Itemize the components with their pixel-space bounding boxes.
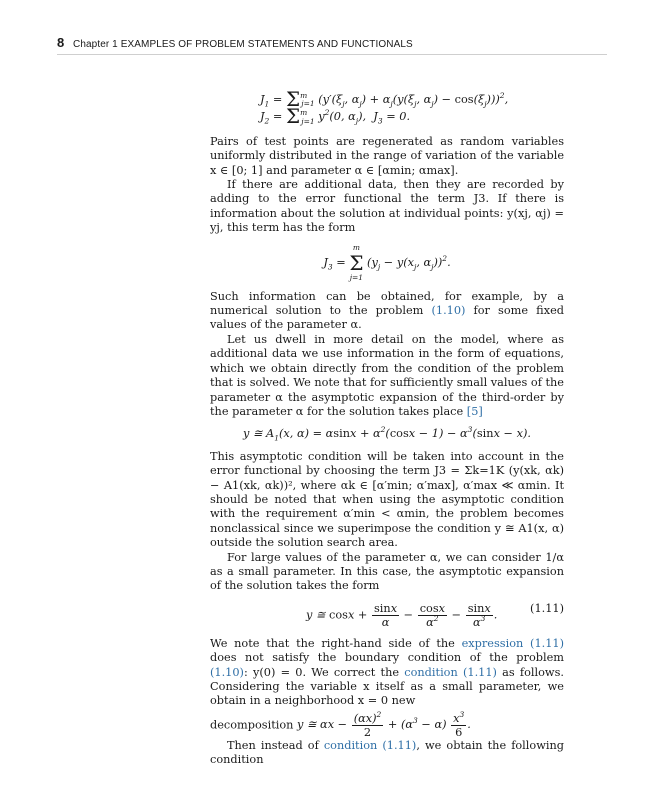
paragraph-large-alpha: For large values of the parameter α, we can consider 1/α as a small parameter. In this case, the asymptotic expansion of the solution takes the form — [210, 550, 564, 593]
equation-j3-sum: $J_3$ = m Σ j=1 ($y_j - y(x_j$, $\alpha_j))^2$. — [323, 242, 451, 282]
running-head-title: Chapter 1 EXAMPLES OF PROBLEM STATEMENTS AND FUNCTIONALS — [73, 39, 413, 50]
citation-5[interactable]: [5] — [466, 404, 483, 418]
reference-condition-1-11[interactable]: condition (1.11) — [404, 665, 497, 679]
paragraph-asymptotic-condition: This asymptotic condition will be taken into account in the error functional by choosing the term J3 = Σk=1K (y(xk, αk) − A1(xk, αk))², where αk ∈ [α′min; α′max], α′max ≪ αmin. It should be noted that when using the asymptotic condition with the requirement α′min < αmin, the problem becomes nonclassical since we superimpose the condition y ≅ A1(x, α) outside the solution search area. — [210, 449, 564, 550]
reference-condition-1-11-b[interactable]: condition (1.11) — [323, 738, 417, 752]
equation-number-1-11: (1.11) — [530, 601, 564, 615]
reference-expression-1-11[interactable]: expression (1.11) — [461, 636, 565, 650]
paragraph-boundary-condition: We note that the right-hand side of the expression (1.11) does not satisfy the boundary condition of the problem (1.10): y(0) = 0. We correct the condition (1.11) as follows. Considering the variable x itself as a small parameter, we obtain in a neighborhood x = 0 new — [210, 636, 565, 708]
equation-1-11: y ≅ cosx + $\frac{\sin x}{\alpha}$ − $\frac{\cos x}{\alpha^2}$ − $\frac{\sin x}{\alpha^3}$ . (1.11) — [306, 601, 564, 629]
paragraph-numerical-solution: Such information can be obtained, for example, by a numerical solution to the problem (1.10) for some fixed values of the parameter α. — [210, 289, 564, 332]
reference-1-10-b[interactable]: (1.10) — [210, 665, 244, 679]
text-column — [210, 87, 565, 768]
page-number: 8 — [57, 35, 65, 50]
paragraph-decomposition: decomposition y ≅ αx − $\frac{(\alpha x)^2}{2}$ + $(\alpha^3 - \alpha)$ $\frac{x^3}{6}$ . — [210, 710, 471, 739]
paragraph-model: Let us dwell in more detail on the model, where as additional data we use information in the form of equations, which we obtain directly from the condition of the problem that is solved. We note that for sufficiently small values of the parameter α the asymptotic expansion of the third-order by the parameter α for the solution takes place [5] — [210, 332, 564, 418]
equation-j1: $J_1 = \Sigma^m_{j=1}$ ($y'(\xi_j$, $\alpha_j) + \alpha_j(y(\xi_j$, $\alpha_j) - \cos(\xi_j)))^2$, — [260, 87, 509, 111]
equation-asymptotic-a1: y ≅ $A_1(x$, $\alpha) = \alpha\sin x + \alpha^2(\cos x - 1) - \alpha^3(\sin x - x)$. — [243, 425, 531, 443]
equation-j2: $J_2 = \Sigma^m_{j=1}$ $y^2(0$, $\alpha_j$), $J_3 = 0$. — [260, 104, 411, 129]
paragraph-test-points: Pairs of test points are regenerated as random variables uniformly distributed in the range of variation of the variable x ∈ [0; 1] and parameter α ∈ [αmin; αmax]. — [210, 134, 564, 177]
running-header — [57, 35, 607, 55]
paragraph-instead: Then instead of condition (1.11), we obtain the following condition — [210, 738, 565, 767]
paragraph-additional-data: If there are additional data, then they are recorded by adding to the error functional the term J3. If there is information about the solution at individual points: y(xj, αj) = yj, this term has the form — [210, 178, 564, 235]
reference-1-10[interactable]: (1.10) — [431, 304, 466, 318]
